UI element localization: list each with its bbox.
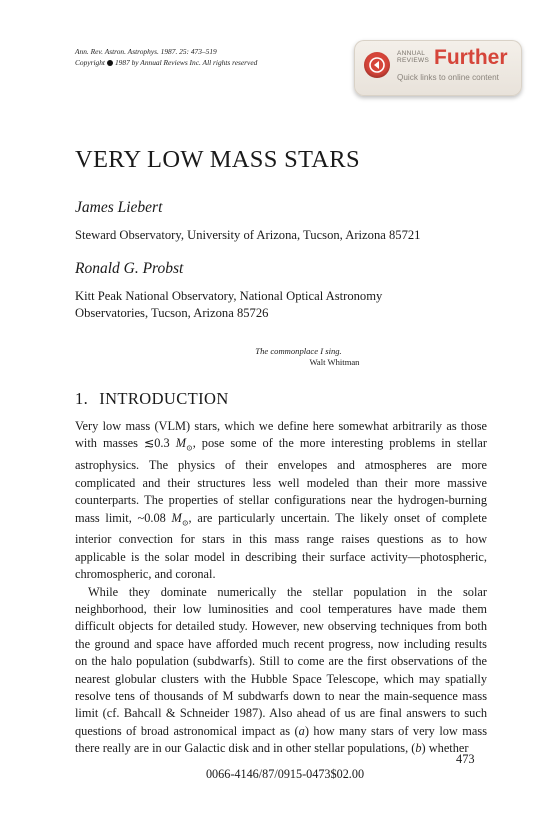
further-wordmark: Further: [434, 46, 508, 69]
copyright-line: [75, 57, 257, 68]
body-text: [75, 418, 487, 758]
paragraph-1: [75, 418, 487, 584]
annual-reviews-further-badge[interactable]: [354, 40, 522, 96]
section-number: 1.: [75, 389, 89, 408]
sun-subscript-2: ⊙: [181, 517, 189, 527]
copyright-symbol-icon: [107, 60, 113, 66]
section-heading: [75, 389, 229, 409]
p1-text-b: , pose some of the more interesting problems in stellar astrophysics. The physics of their envelopes and atmospheres are more complicated and their structures less well modeled than their more massive counterparts. The properties of stellar configurations near the hydrogen-burning mass limit, ~0.08: [75, 436, 487, 525]
annual-reviews-wordmark: [397, 50, 429, 64]
epigraph-quote: [0, 346, 560, 356]
sun-subscript: ⊙: [185, 443, 193, 453]
back-arrow-icon: [364, 52, 390, 78]
p2-item-a: a: [298, 723, 305, 738]
p2-item-b: b: [415, 741, 422, 756]
journal-citation: Ann. Rev. Astron. Astrophys. 1987. 25: 473–519: [75, 47, 217, 56]
author-1-affiliation: Steward Observatory, University of Arizona, Tucson, Arizona 85721: [75, 228, 421, 242]
solar-mass-symbol-2: [172, 511, 189, 525]
page-number: 473: [456, 752, 475, 766]
p2-text-a: While they dominate numerically the stellar population in the solar neighborhood, their low luminosities and cool temperatures have made them difficult objects for detailed study. However, new observing techniques from both the ground and space have afforded much recent progress, now including results on the halo population (subdwarfs). Still to come are the first observations of the nearest globular clusters with the Hubble Space Telescope, which may spatially resolve tens of thousands of M subdwarfs down to near the main-sequence mass limit (cf. Bahcall & Schneider 1987). Also ahead of us are final answers to such questions of broad astronomical impact as (: [75, 584, 487, 738]
mass-m-2: M: [171, 510, 182, 525]
author-1-name: James Liebert: [75, 199, 163, 216]
section-title: INTRODUCTION: [99, 389, 229, 408]
mass-m: M: [175, 436, 186, 451]
wordmark-annual: ANNUAL: [397, 50, 426, 57]
footer-code: [0, 767, 560, 782]
quick-links-tagline: Quick links to online content: [397, 73, 499, 82]
epigraph-author-text: Walt Whitman: [309, 357, 360, 367]
paragraph-2: [75, 584, 487, 758]
footer-code-text: 0066-4146/87/0915-0473$02.00: [205, 767, 365, 781]
p2-text-c: ) whether: [421, 741, 469, 756]
p1-text-a: Very low mass (VLM) stars, which we define here somewhat arbitrarily as those with masses ≲0.3: [75, 419, 487, 451]
p1-text-c: , are particularly uncertain. The likely onset of complete interior convection for stars in this mass range raises questions as to how applicable is the solar model in describing their surface activity—photospheric, chromospheric, and coronal.: [75, 510, 487, 582]
epigraph-quote-text: The commonplace I sing.: [255, 346, 342, 356]
author-2-affiliation-line-2: Observatories, Tucson, Arizona 85726: [75, 306, 269, 320]
author-2-name: Ronald G. Probst: [75, 260, 184, 277]
article-title: VERY LOW MASS STARS: [75, 146, 360, 173]
copyright-prefix: Copyright: [75, 58, 105, 67]
epigraph-author: [0, 357, 560, 367]
copyright-suffix: 1987 by Annual Reviews Inc. All rights reserved: [114, 58, 258, 67]
solar-mass-symbol: [175, 436, 193, 453]
journal-header: [75, 46, 257, 68]
author-2-affiliation-line-1: Kitt Peak National Observatory, National Optical Astronomy: [75, 289, 383, 303]
p2-text-b: ) how many stars of very low mass there really are in our Galactic disk and in other stellar populations, (: [75, 723, 487, 756]
wordmark-reviews: REVIEWS: [397, 57, 430, 64]
